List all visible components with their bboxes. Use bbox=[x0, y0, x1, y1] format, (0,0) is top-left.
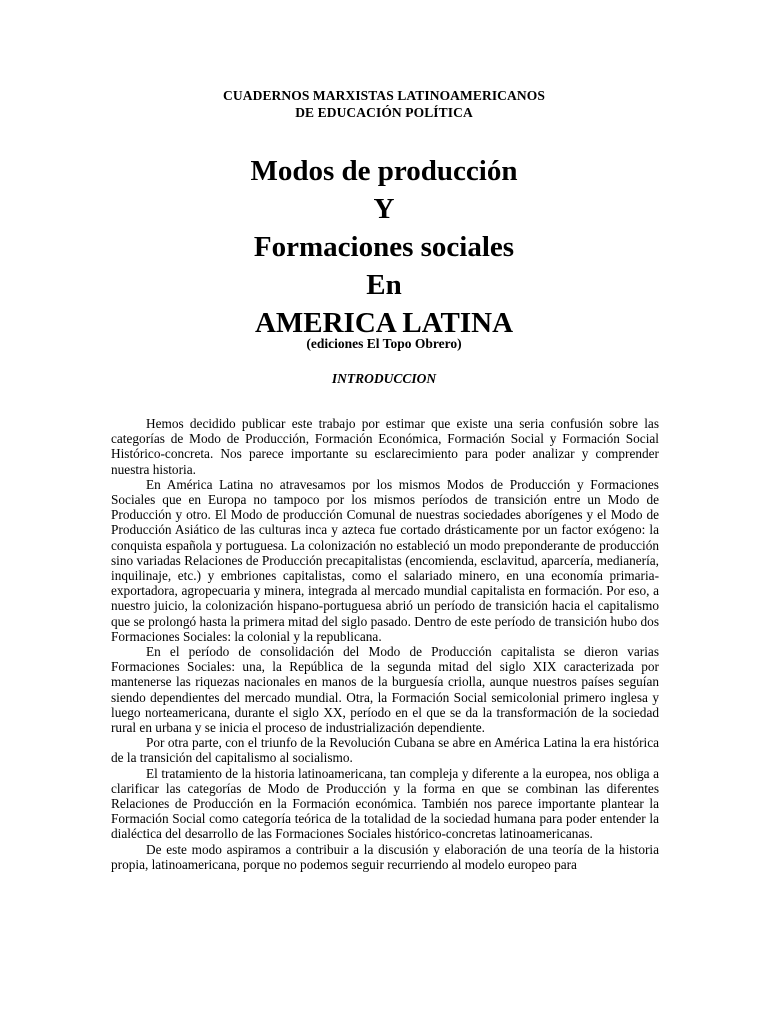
paragraph-1: Hemos decidido publicar este trabajo por estimar que existe una seria confusión sobre las categorías de Modo de Producción, Formación Económica, Formación Social y Formación Social Histórico-concreta. Nos parece importante su esclarecimiento para poder analizar y comprender nuestra historia. bbox=[111, 416, 659, 477]
main-title-line-4: En bbox=[366, 269, 402, 301]
paragraph-5: El tratamiento de la historia latinoamericana, tan compleja y diferente a la europea, nos obliga a clarificar las categorías de Modo de Producción y la forma en que se combinan las diferentes Relaciones de Producción en la Formación económica. También nos parece importante plantear la Formación Social como categoría teórica de la totalidad de la sociedad humana para poder entender la dialéctica del desarrollo de las Formaciones Sociales histórico-concretas latinoamericanas. bbox=[111, 765, 659, 842]
series-title-line-1: CUADERNOS MARXISTAS LATINOAMERICANOS bbox=[223, 88, 545, 103]
series-title-line-2: DE EDUCACIÓN POLÍTICA bbox=[295, 105, 473, 120]
section-heading: INTRODUCCION bbox=[331, 371, 437, 386]
main-title-line-2: Y bbox=[373, 193, 395, 225]
edition-note: (ediciones El Topo Obrero) bbox=[306, 336, 462, 351]
series-title bbox=[0, 87, 768, 121]
paragraph-3: En el período de consolidación del Modo de Producción capitalista se dieron varias Formaciones Sociales: una, la República de la segunda mitad del siglo XIX caracterizada por mantenerse las riquezas nacionales en manos de la burguesía criolla, aunque nuestros países seguían siendo dependientes del mercado mundial. Otra, la Formación Social semicolonial primero inglesa y luego norteamericana, durante el siglo XX, período en el que se da la transformación de la sociedad rural en urbana y se inicia el proceso de industrialización dependiente. bbox=[111, 644, 659, 736]
main-title bbox=[0, 152, 768, 342]
paragraph-2: En América Latina no atravesamos por los mismos Modos de Producción y Formaciones Sociales que en Europa no tampoco por los mismos períodos de transición entre un Modo de Producción y otro. El Modo de producción Comunal de nuestras sociedades aborígenes y el Modo de Producción Asiático de las culturas inca y azteca fue cortado drásticamente por un factor exógeno: la conquista española y portuguesa. La colonización no estableció un modo preponderante de producción sino variadas Relaciones de Producción precapitalistas (encomienda, esclavitud, aparcería, medianería, inquilinaje, etc.) y embriones capitalistas, como el salariado minero, en una economía primaria-exportadora, agropecuaria y minera, integrada al mercado mundial capitalista en formación. Por eso, a nuestro juicio, la colonización hispano-portuguesa abrió un período de transición hacia el capitalismo que se prolongó hasta la primera mitad del siglo pasado. Dentro de este período de transición hubo dos Formaciones Sociales: la colonial y la republicana. bbox=[111, 476, 659, 644]
main-title-line-3: Formaciones sociales bbox=[253, 231, 515, 263]
main-title-line-5: AMERICA LATINA bbox=[254, 307, 514, 339]
body-text bbox=[111, 416, 659, 872]
main-title-line-1: Modos de producción bbox=[250, 155, 518, 187]
paragraph-4: Por otra parte, con el triunfo de la Revolución Cubana se abre en América Latina la era histórica de la transición del capitalismo al socialismo. bbox=[111, 735, 659, 766]
paragraph-6: De este modo aspiramos a contribuir a la discusión y elaboración de una teoría de la historia propia, latinoamericana, porque no podemos seguir recurriendo al modelo europeo para bbox=[111, 841, 659, 872]
